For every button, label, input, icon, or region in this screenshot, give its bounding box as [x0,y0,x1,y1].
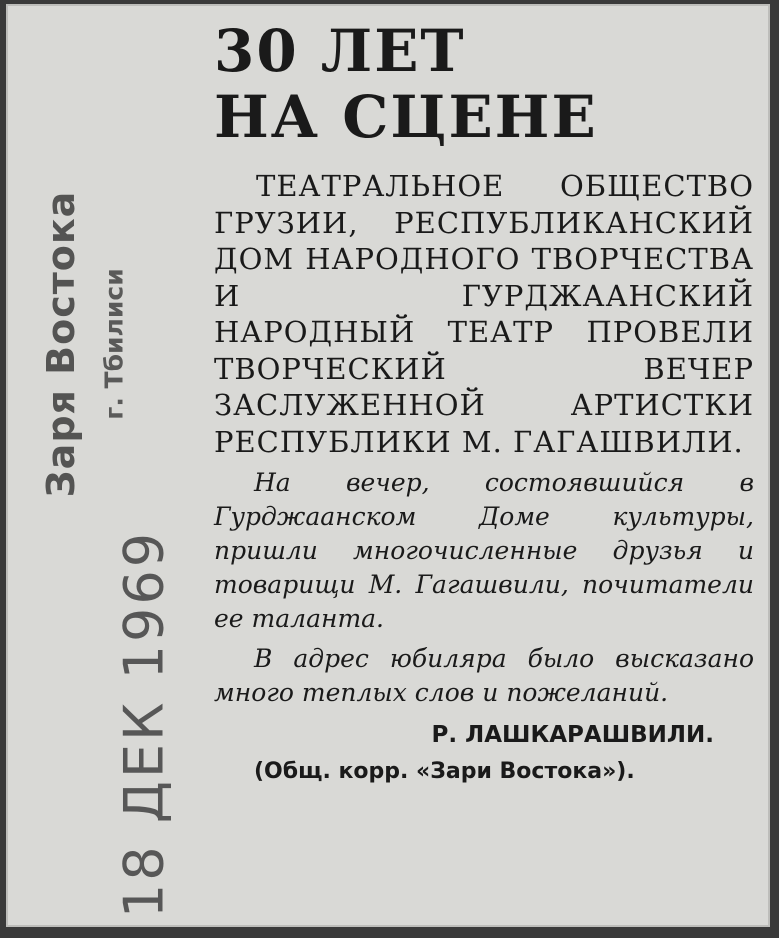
newspaper-clipping [6,4,770,927]
body-paragraph-2: В адрес юбиляра было высказано много теплых слов и пожеланий. [214,644,754,707]
archive-stamp [6,4,206,927]
correspondent-credit: (Общ. корр. «Зари Востока»). [254,759,635,784]
headline-line-1: 30 ЛЕТ [214,17,466,85]
article [214,18,754,788]
headline [214,18,754,150]
body-paragraph-1: На вечер, состоявшийся в Гурджаанском Доме культуры, пришли многочисленные друзья и товарищи М. Гагашвили, почитатели ее таланта. [214,468,754,633]
headline-line-2: НА СЦЕНЕ [214,83,598,151]
lead-paragraph: ТЕАТРАЛЬНОЕ ОБЩЕСТВО ГРУЗИИ, РЕСПУБЛИКАНСКИЙ ДОМ НАРОДНОГО ТВОРЧЕСТВА И ГУРДЖААНСКИЙ НАРОДНЫЙ ТЕАТР ПРОВЕЛИ ТВОРЧЕСКИЙ ВЕЧЕР ЗАСЛУЖЕННОЙ АРТИСТКИ РЕСПУБЛИКИ М. ГАГАШВИЛИ. [214,169,754,459]
stamp-newspaper-name: Заря Востока [39,190,83,498]
stamp-date: 18 ДЕК 1969 [112,529,176,919]
author-signature: Р. ЛАШКАРАШВИЛИ. [431,722,714,748]
stamp-city: г. Тбилиси [99,268,129,420]
